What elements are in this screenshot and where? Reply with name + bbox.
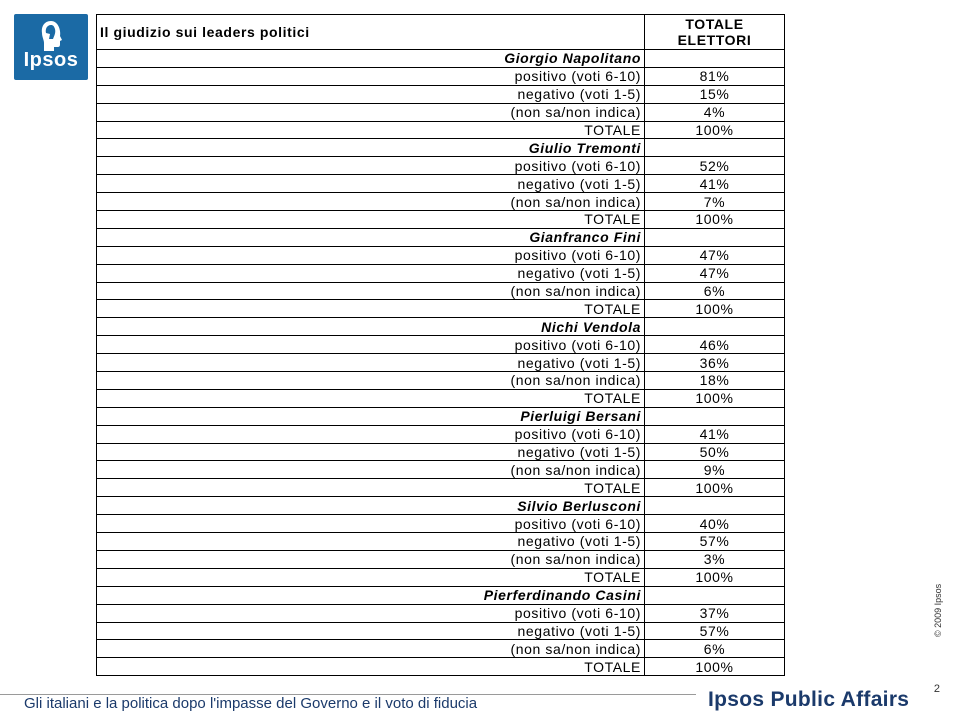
- table-row: [97, 622, 785, 640]
- table-row: [97, 67, 785, 85]
- row-value: 6%: [645, 282, 785, 300]
- table-row: [97, 479, 785, 497]
- table-row: [97, 175, 785, 193]
- row-label: TOTALE: [97, 568, 645, 586]
- table-row: [97, 336, 785, 354]
- table-row: [97, 425, 785, 443]
- row-value: 57%: [645, 533, 785, 551]
- row-value: 36%: [645, 354, 785, 372]
- row-value: 50%: [645, 443, 785, 461]
- row-label: positivo (voti 6-10): [97, 425, 645, 443]
- ipsos-public-affairs-brand: Ipsos Public Affairs: [708, 688, 910, 711]
- row-value: 18%: [645, 372, 785, 390]
- table-row: [97, 372, 785, 390]
- row-value: 41%: [645, 175, 785, 193]
- column-header-line1: TOTALE: [685, 16, 744, 32]
- leader-name: Gianfranco Fini: [97, 228, 645, 246]
- row-value: 4%: [645, 103, 785, 121]
- table-row: [97, 157, 785, 175]
- row-value: 100%: [645, 568, 785, 586]
- row-label: (non sa/non indica): [97, 640, 645, 658]
- leader-name: Giulio Tremonti: [97, 139, 645, 157]
- row-label: negativo (voti 1-5): [97, 533, 645, 551]
- table-row: [97, 85, 785, 103]
- leader-header-value-cell: [645, 139, 785, 157]
- row-value: 100%: [645, 300, 785, 318]
- leader-header-row: [97, 50, 785, 68]
- row-value: 100%: [645, 389, 785, 407]
- leader-header-value-cell: [645, 586, 785, 604]
- table-row: [97, 604, 785, 622]
- table-title: Il giudizio sui leaders politici: [97, 15, 645, 50]
- leader-header-value-cell: [645, 497, 785, 515]
- table-row: [97, 443, 785, 461]
- row-label: (non sa/non indica): [97, 372, 645, 390]
- row-label: negativo (voti 1-5): [97, 175, 645, 193]
- leader-header-value-cell: [645, 407, 785, 425]
- table-row: [97, 264, 785, 282]
- row-label: TOTALE: [97, 479, 645, 497]
- table-header-row: [97, 15, 785, 50]
- leader-header-row: [97, 407, 785, 425]
- page-number: 2: [933, 683, 940, 695]
- table-row: [97, 461, 785, 479]
- row-value: 9%: [645, 461, 785, 479]
- leader-name: Pierluigi Bersani: [97, 407, 645, 425]
- row-label: (non sa/non indica): [97, 461, 645, 479]
- row-value: 40%: [645, 515, 785, 533]
- row-value: 3%: [645, 550, 785, 568]
- row-value: 100%: [645, 211, 785, 229]
- row-label: positivo (voti 6-10): [97, 157, 645, 175]
- row-value: 100%: [645, 121, 785, 139]
- copyright-notice: © 2009 Ipsos: [933, 583, 943, 637]
- row-value: 47%: [645, 246, 785, 264]
- row-label: TOTALE: [97, 121, 645, 139]
- row-label: (non sa/non indica): [97, 103, 645, 121]
- ipsos-logo-text: Ipsos: [23, 49, 79, 71]
- leader-header-row: [97, 139, 785, 157]
- row-label: negativo (voti 1-5): [97, 85, 645, 103]
- column-header-totale-elettori: [645, 15, 785, 50]
- row-label: TOTALE: [97, 300, 645, 318]
- leader-header-row: [97, 586, 785, 604]
- row-value: 15%: [645, 85, 785, 103]
- ipsos-logo: [14, 14, 88, 80]
- row-label: positivo (voti 6-10): [97, 246, 645, 264]
- row-label: (non sa/non indica): [97, 193, 645, 211]
- row-label: positivo (voti 6-10): [97, 336, 645, 354]
- row-label: negativo (voti 1-5): [97, 354, 645, 372]
- table-row: [97, 211, 785, 229]
- row-value: 7%: [645, 193, 785, 211]
- table-row: [97, 246, 785, 264]
- column-header-line2: ELETTORI: [677, 32, 752, 48]
- row-label: TOTALE: [97, 389, 645, 407]
- row-value: 46%: [645, 336, 785, 354]
- leader-header-row: [97, 318, 785, 336]
- table-row: [97, 121, 785, 139]
- table-row: [97, 515, 785, 533]
- row-label: positivo (voti 6-10): [97, 67, 645, 85]
- row-label: TOTALE: [97, 658, 645, 676]
- row-label: negativo (voti 1-5): [97, 443, 645, 461]
- table-row: [97, 282, 785, 300]
- table-row: [97, 300, 785, 318]
- leader-name: Pierferdinando Casini: [97, 586, 645, 604]
- table-row: [97, 354, 785, 372]
- leader-name: Nichi Vendola: [97, 318, 645, 336]
- leaders-judgment-table: [96, 14, 785, 676]
- table-row: [97, 103, 785, 121]
- row-value: 37%: [645, 604, 785, 622]
- table-row: [97, 550, 785, 568]
- ipsos-head-icon: [38, 20, 64, 52]
- leader-name: Silvio Berlusconi: [97, 497, 645, 515]
- table-row: [97, 193, 785, 211]
- table-row: [97, 640, 785, 658]
- table-row: [97, 568, 785, 586]
- leader-header-value-cell: [645, 50, 785, 68]
- table-row: [97, 389, 785, 407]
- leader-header-value-cell: [645, 228, 785, 246]
- row-label: positivo (voti 6-10): [97, 515, 645, 533]
- row-value: 47%: [645, 264, 785, 282]
- leader-header-row: [97, 228, 785, 246]
- row-label: TOTALE: [97, 211, 645, 229]
- table-row: [97, 533, 785, 551]
- leader-name: Giorgio Napolitano: [97, 50, 645, 68]
- leader-header-value-cell: [645, 318, 785, 336]
- row-value: 41%: [645, 425, 785, 443]
- row-value: 52%: [645, 157, 785, 175]
- row-label: negativo (voti 1-5): [97, 264, 645, 282]
- row-label: (non sa/non indica): [97, 282, 645, 300]
- row-value: 6%: [645, 640, 785, 658]
- table-row: [97, 658, 785, 676]
- row-value: 100%: [645, 479, 785, 497]
- row-label: (non sa/non indica): [97, 550, 645, 568]
- leader-header-row: [97, 497, 785, 515]
- row-value: 81%: [645, 67, 785, 85]
- footer-title: Gli italiani e la politica dopo l'impasse del Governo e il voto di fiducia: [24, 695, 478, 712]
- row-label: positivo (voti 6-10): [97, 604, 645, 622]
- row-label: negativo (voti 1-5): [97, 622, 645, 640]
- row-value: 100%: [645, 658, 785, 676]
- row-value: 57%: [645, 622, 785, 640]
